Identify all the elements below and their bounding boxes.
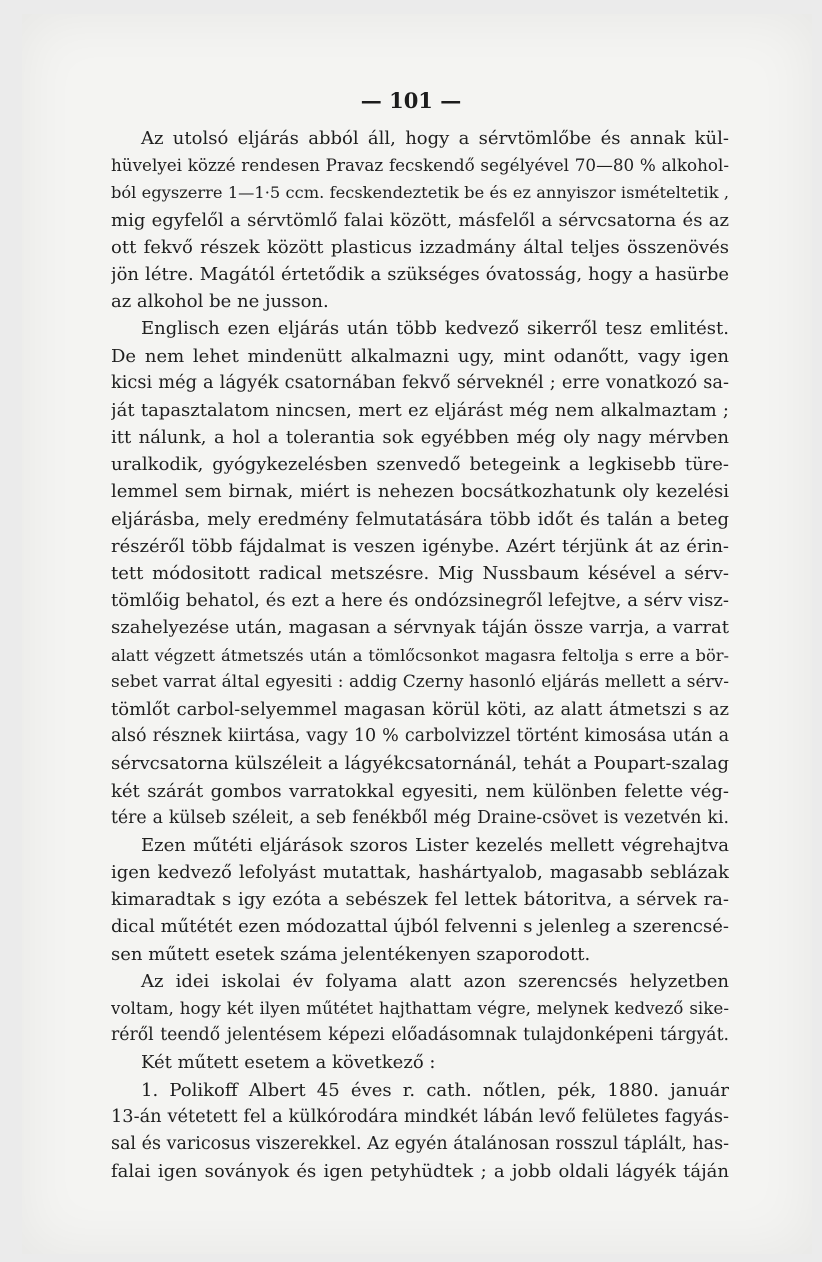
text-line: [111, 261, 729, 288]
text-line: [111, 968, 729, 995]
text-line-content: sal és varicosus viszerekkel. Az egyén átalánosan rosszul táplált, has-: [111, 1133, 729, 1154]
text-line: [111, 1131, 729, 1158]
text-line-content: tett módositott radical metszésre. Mig Nussbaum késével a sérv-: [111, 563, 729, 584]
text-line-content: részéről több fájdalmat is veszen igénybe. Azért térjünk át az érin-: [111, 535, 729, 557]
text-line: [111, 179, 729, 206]
text-line-content: tömlőt carbol-selyemmel magasan körül köti, az alatt átmetszi s az: [111, 698, 729, 720]
text-line-content: De nem lehet mindenütt alkalmazni ugy, mint odanőtt, vagy igen: [111, 345, 729, 367]
text-line-content: alatt végzett átmetszés után a tömlőcsonkot magasra feltolja s erre a bör-: [111, 645, 729, 665]
text-line-content: tömlőig behatol, és ezt a here és ondózsinegről lefejtve, a sérv visz-: [111, 590, 729, 612]
text-line-content: kicsi még a lágyék csatornában fekvő sérveknél ; erre vonatkozó sa-: [111, 372, 729, 393]
text-line: [111, 315, 729, 342]
text-line-content: tére a külseb széleit, a seb fenékből még Draine-csövet is vezetvén ki.: [111, 807, 729, 828]
text-line: [111, 941, 729, 968]
text-line-content: jön létre. Magától értetődik a szükséges óvatosság, hogy a hasürbe: [111, 263, 729, 285]
text-line: [111, 750, 729, 777]
text-line: [111, 397, 729, 424]
text-line-content: réről teendő jelentésem képezi előadásomnak tulajdonképeni tárgyát.: [111, 1025, 729, 1046]
text-line-content: itt nálunk, a hol a tolerantia sok egyébben még oly nagy mérvben: [111, 427, 729, 449]
text-line: [111, 642, 729, 669]
text-line-content: sebet varrat által egyesiti : addig Czerny hasonló eljárás mellett a sérv-: [111, 671, 729, 692]
text-line: [111, 832, 729, 859]
text-line: [111, 723, 729, 750]
text-line-content: szahelyezése után, magasan a sérvnyak táján össze varrja, a varrat: [111, 617, 729, 639]
text-line: [111, 913, 729, 940]
text-line-content: Az utolsó eljárás abból áll, hogy a sérvtömlőbe és annak kül-: [141, 128, 729, 149]
text-line: [111, 478, 729, 505]
text-line: [111, 1158, 729, 1185]
text-line-content: voltam, hogy két ilyen műtétet hajthattam végre, melynek kedvező sike-: [111, 998, 729, 1018]
text-line-content: alsó résznek kiirtása, vagy 10 % carbolvizzel történt kimosása után a: [111, 726, 729, 747]
text-line-content: ját tapasztalatom nincsen, mert ez eljárást még nem alkalmaztam ;: [111, 399, 729, 421]
text-line: [111, 424, 729, 451]
text-line-content: dical műtétét ezen módozattal újból felvenni s jelenleg a szerencsé-: [111, 916, 729, 938]
text-line-content: mig egyfelől a sérvtömlő falai között, másfelől a sérvcsatorna és az: [111, 209, 729, 231]
text-line-content: az alkohol be ne jusson.: [111, 291, 329, 313]
text-line-content: lemmel sem birnak, miért is nehezen bocsátkozhatunk oly kezelési: [111, 481, 729, 503]
text-line-content: kimaradtak s igy ezóta a sebészek fel lettek bátoritva, a sérvek ra-: [111, 889, 729, 911]
text-line: [111, 288, 729, 315]
text-line: [111, 506, 729, 533]
text-line: [111, 805, 729, 832]
text-line-content: ott fekvő részek között plasticus izzadmány által teljes összenövés: [111, 236, 729, 258]
text-line: [111, 859, 729, 886]
text-line-content: falai igen soványok és igen petyhüdtek ; a jobb oldali lágyék táján: [111, 1161, 729, 1183]
text-line-content: két szárát gombos varratokkal egyesiti, nem különben felette vég-: [111, 780, 729, 802]
text-line: [111, 587, 729, 614]
text-line: [111, 669, 729, 696]
body-text: [111, 125, 729, 1185]
text-line-content: Ezen műtéti eljárások szoros Lister kezelés mellett végrehajtva: [141, 834, 729, 856]
text-line: [111, 152, 729, 179]
text-line-content: igen kedvező lefolyást mutattak, hashártyalob, magasabb seblázak: [111, 862, 729, 884]
text-line: [111, 1022, 729, 1049]
text-line: [111, 696, 729, 723]
text-line: [111, 995, 729, 1022]
text-line-content: 1. Polikoff Albert 45 éves r. cath. nőtlen, pék, 1880. január: [141, 1079, 729, 1101]
text-line-content: ból egyszerre 1—1·5 ccm. fecskendeztetik be és ez annyiszor ismételtetik ,: [111, 183, 729, 203]
text-line: [111, 1077, 729, 1104]
text-line-content: sérvcsatorna külszéleit a lágyékcsatornánál, tehát a Poupart-szalag: [111, 753, 729, 775]
text-line: [111, 1104, 729, 1131]
text-line-content: Az idei iskolai év folyama alatt azon szerencsés helyzetben: [141, 970, 729, 992]
text-line-content: sen műtett esetek száma jelentékenyen szaporodott.: [111, 943, 591, 965]
text-line-content: uralkodik, gyógykezelésben szenvedő betegeink a legkisebb türe-: [111, 454, 729, 476]
text-line: [111, 207, 729, 234]
text-line: [111, 125, 729, 152]
text-line: [111, 234, 729, 261]
text-line: [111, 451, 729, 478]
text-line-content: Két műtett esetem a következő :: [141, 1052, 436, 1074]
text-line: [111, 343, 729, 370]
text-line: [111, 533, 729, 560]
text-line-content: eljárásba, mely eredmény felmutatására több időt és talán a beteg: [111, 508, 729, 530]
text-line-content: Englisch ezen eljárás után több kedvező sikerről tesz emlitést.: [141, 318, 729, 340]
text-line: [111, 886, 729, 913]
text-line: [111, 778, 729, 805]
text-line: [111, 560, 729, 587]
text-line-content: hüvelyei közzé rendesen Pravaz fecskendő segélyével 70—80 % alkohol-: [111, 155, 729, 176]
text-line-content: 13-án vétetett fel a külkórodára mindkét lábán levő felületes fagyás-: [111, 1106, 729, 1127]
text-line: [111, 370, 729, 397]
text-line: [111, 614, 729, 641]
page-number: — 101 —: [360, 88, 462, 113]
text-line: [111, 1049, 729, 1076]
